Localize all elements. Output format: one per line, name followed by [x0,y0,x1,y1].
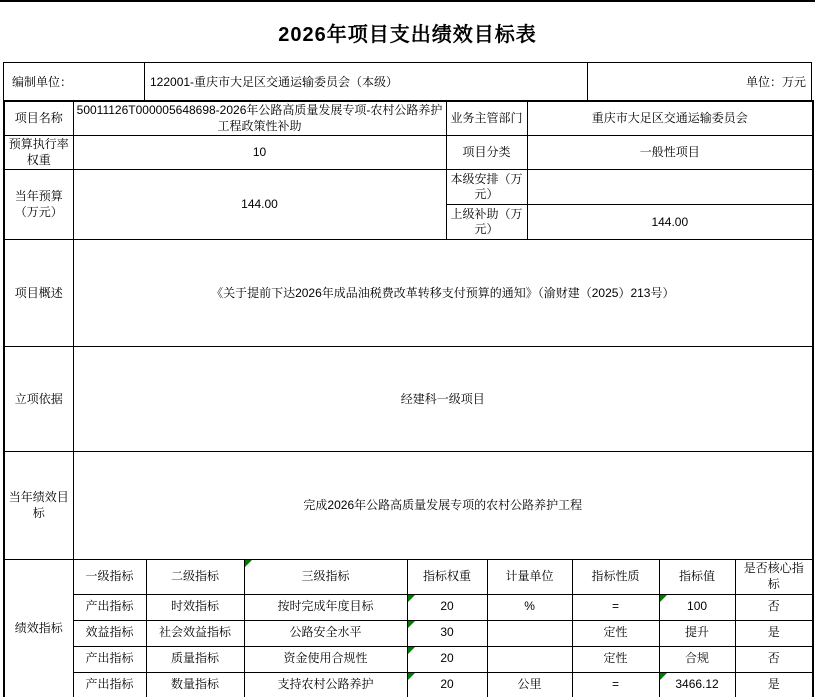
superior-subsidy-label: 上级补助（万元） [446,205,527,240]
title-row [0,2,815,62]
prepared-by-value: 122001-重庆市大足区交通运输委员会（本级） [144,63,588,100]
basis-label: 立项依据 [4,347,73,452]
indicator-level2: 数量指标 [146,672,244,697]
main-table [3,100,814,697]
indicator-level2: 质量指标 [146,646,244,672]
table-row [4,136,813,170]
header-weight: 指标权重 [407,560,487,594]
indicator-level2: 时效指标 [146,594,244,620]
indicator-row [4,646,813,672]
goal-value: 完成2026年公路高质量发展专项的农村公路养护工程 [73,452,813,560]
header-level3: 三级指标 [244,560,407,594]
category-value: 一般性项目 [527,136,813,170]
indicator-level1: 效益指标 [73,620,146,646]
indicator-nature: = [572,594,659,620]
prepared-by-label: 编制单位： [12,75,73,89]
overview-label: 项目概述 [4,240,73,347]
indicator-unit [487,646,572,672]
excel-error-flag-icon [660,595,667,602]
indicator-unit: % [487,594,572,620]
table-row [4,101,813,136]
indicator-row [4,620,813,646]
indicator-core: 是 [735,620,813,646]
indicator-core: 否 [735,594,813,620]
indicator-weight: 20 [407,594,487,620]
page-title: 2026年项目支出绩效目标表 [278,23,537,46]
indicator-level1: 产出指标 [73,672,146,697]
table-row [4,170,813,205]
indicator-value: 3466.12 [659,672,735,697]
category-label: 项目分类 [446,136,527,170]
indicator-nature: 定性 [572,620,659,646]
excel-error-flag-icon [245,560,252,567]
indicator-nature: = [572,672,659,697]
superior-subsidy-value: 144.00 [527,205,813,240]
indicator-core: 是 [735,672,813,697]
overview-value: 《关于提前下达2026年成品油税费改革转移支付预算的通知》（渝财建（2025）213号） [73,240,813,347]
table-row [4,452,813,560]
excel-error-flag-icon [408,673,415,680]
unit-note: 单位：万元 [745,75,806,89]
indicator-level3: 按时完成年度目标 [244,594,407,620]
local-arrangement-value [527,170,813,205]
indicator-value: 合规 [659,646,735,672]
excel-error-flag-icon [408,621,415,628]
indicator-level3: 支持农村公路养护 [244,672,407,697]
header-nature: 指标性质 [572,560,659,594]
excel-error-flag-icon [408,595,415,602]
dept-value: 重庆市大足区交通运输委员会 [527,101,813,136]
budget-rate-label: 预算执行率权重 [4,136,73,170]
indicator-level1: 产出指标 [73,646,146,672]
excel-error-flag-icon [408,647,415,654]
goal-label: 当年绩效目标 [4,452,73,560]
meta-row [3,62,812,100]
basis-value: 经建科一级项目 [73,347,813,452]
indicator-row [4,594,813,620]
indicator-value: 100 [659,594,735,620]
header-unit: 计量单位 [487,560,572,594]
indicator-weight: 20 [407,672,487,697]
indicator-header-row [4,560,813,594]
local-arrangement-label: 本级安排（万元） [446,170,527,205]
indicator-nature: 定性 [572,646,659,672]
table-row [4,240,813,347]
header-level2: 二级指标 [146,560,244,594]
budget-total-value: 144.00 [73,170,446,240]
budget-rate-value: 10 [73,136,446,170]
project-name-label: 项目名称 [4,101,73,136]
indicator-weight: 20 [407,646,487,672]
header-core: 是否核心指标 [735,560,813,594]
indicator-level1: 产出指标 [73,594,146,620]
excel-error-flag-icon [660,673,667,680]
indicator-level3: 资金使用合规性 [244,646,407,672]
header-level1: 一级指标 [73,560,146,594]
indicator-core: 否 [735,646,813,672]
indicator-value: 提升 [659,620,735,646]
indicator-row [4,672,813,697]
indicator-weight: 30 [407,620,487,646]
header-value: 指标值 [659,560,735,594]
project-name-value: 50011126T000005648698-2026年公路高质量发展专项-农村公路养护工程政策性补助 [73,101,446,136]
indicator-unit: 公里 [487,672,572,697]
indicator-unit [487,620,572,646]
indicator-level2: 社会效益指标 [146,620,244,646]
table-row [4,347,813,452]
dept-label: 业务主管部门 [446,101,527,136]
indicator-level3: 公路安全水平 [244,620,407,646]
indicators-section-label: 绩效指标 [4,560,73,697]
budget-label: 当年预算（万元） [4,170,73,240]
